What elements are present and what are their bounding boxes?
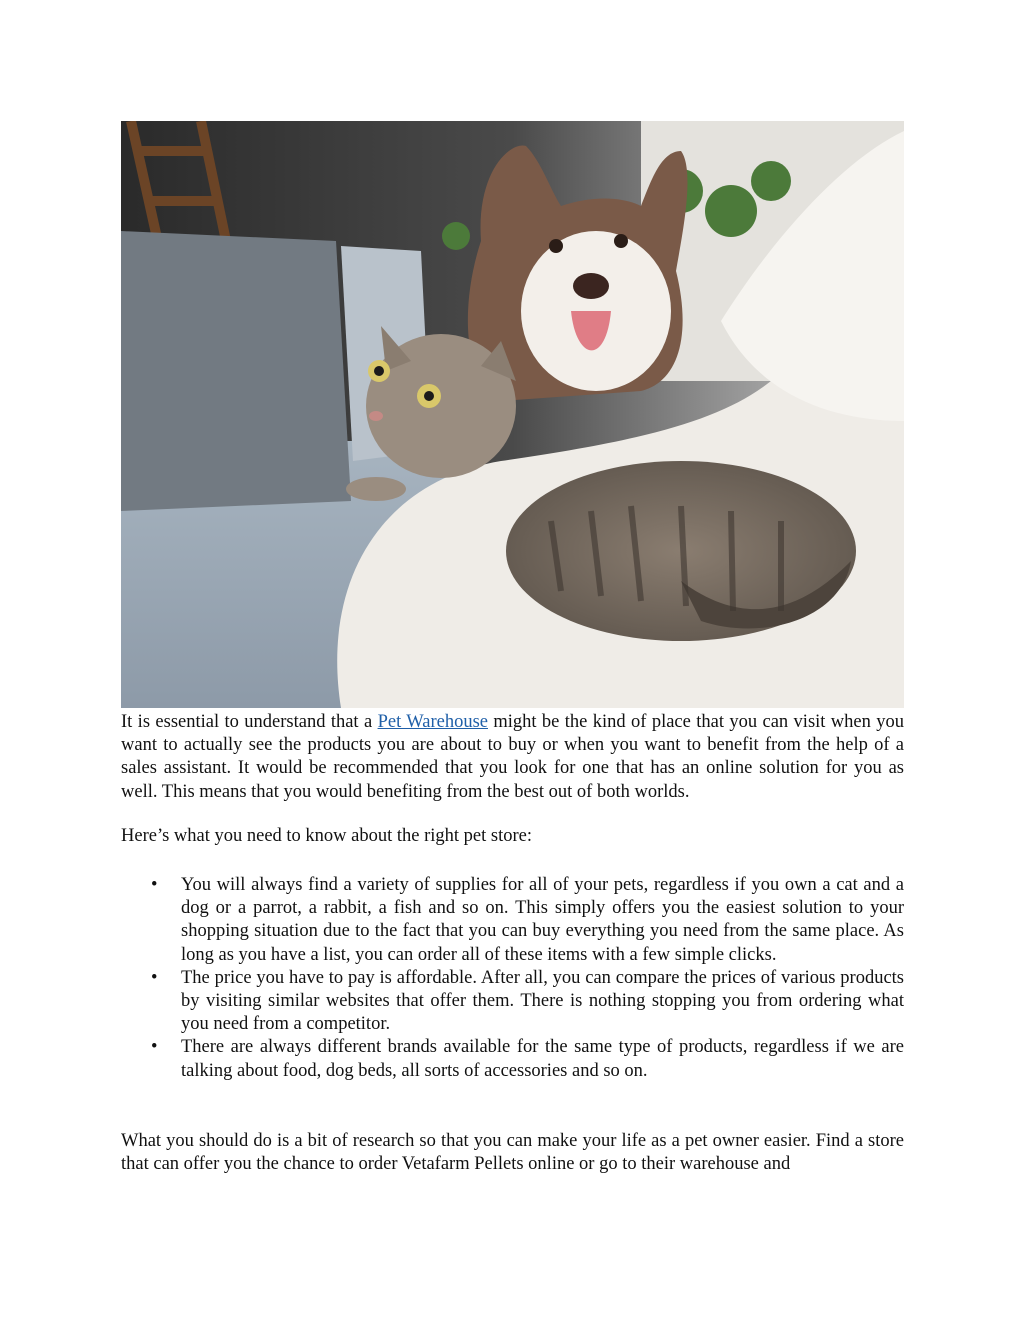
list-item-text: There are always different brands available for the same type of products, regardless if we are talking about food, dog beds, all sorts of accessories and so on. bbox=[181, 1037, 904, 1081]
intro-paragraph bbox=[121, 711, 904, 804]
bullet-icon: • bbox=[151, 1037, 158, 1058]
pet-warehouse-link[interactable]: Pet Warehouse bbox=[377, 712, 488, 732]
intro-text-after-link: might be the kind of place that you can visit when you want to actually see the products you are about to buy or when you want to benefit from the help of a sales assistant. It would be recommended that you look for one that has an online solution for you as well. This means that you would benefiting from the best out of both worlds. bbox=[121, 712, 905, 802]
list-item bbox=[121, 1036, 904, 1082]
intro-text-before-link: It is essential to understand that a bbox=[121, 712, 378, 732]
bullet-icon: • bbox=[151, 967, 158, 988]
cat-and-dog-photo bbox=[121, 121, 904, 708]
list-intro-paragraph: Here’s what you need to know about the right pet store: bbox=[121, 826, 533, 846]
list-item-text: The price you have to pay is affordable. After all, you can compare the prices of various products by visiting similar websites that offer them. There is nothing stopping you from ordering what you need from a competitor. bbox=[181, 967, 904, 1035]
pet-store-benefits-list bbox=[121, 874, 904, 1083]
list-item bbox=[121, 967, 904, 1037]
closing-paragraph: What you should do is a bit of research so that you can make your life as a pet owner easier. Find a store that can offer you the chance to order Vetafarm Pellets online or go to their warehouse and bbox=[121, 1131, 904, 1175]
list-item-text: You will always find a variety of supplies for all of your pets, regardless if you own a cat and a dog or a parrot, a rabbit, a fish and so on. This simply offers you the easiest solution to your shopping situation due to the fact that you can buy everything you need from the same place. As long as you have a list, you can order all of these items with a few simple clicks. bbox=[181, 875, 904, 965]
list-item bbox=[121, 874, 904, 967]
bullet-icon: • bbox=[151, 875, 158, 895]
